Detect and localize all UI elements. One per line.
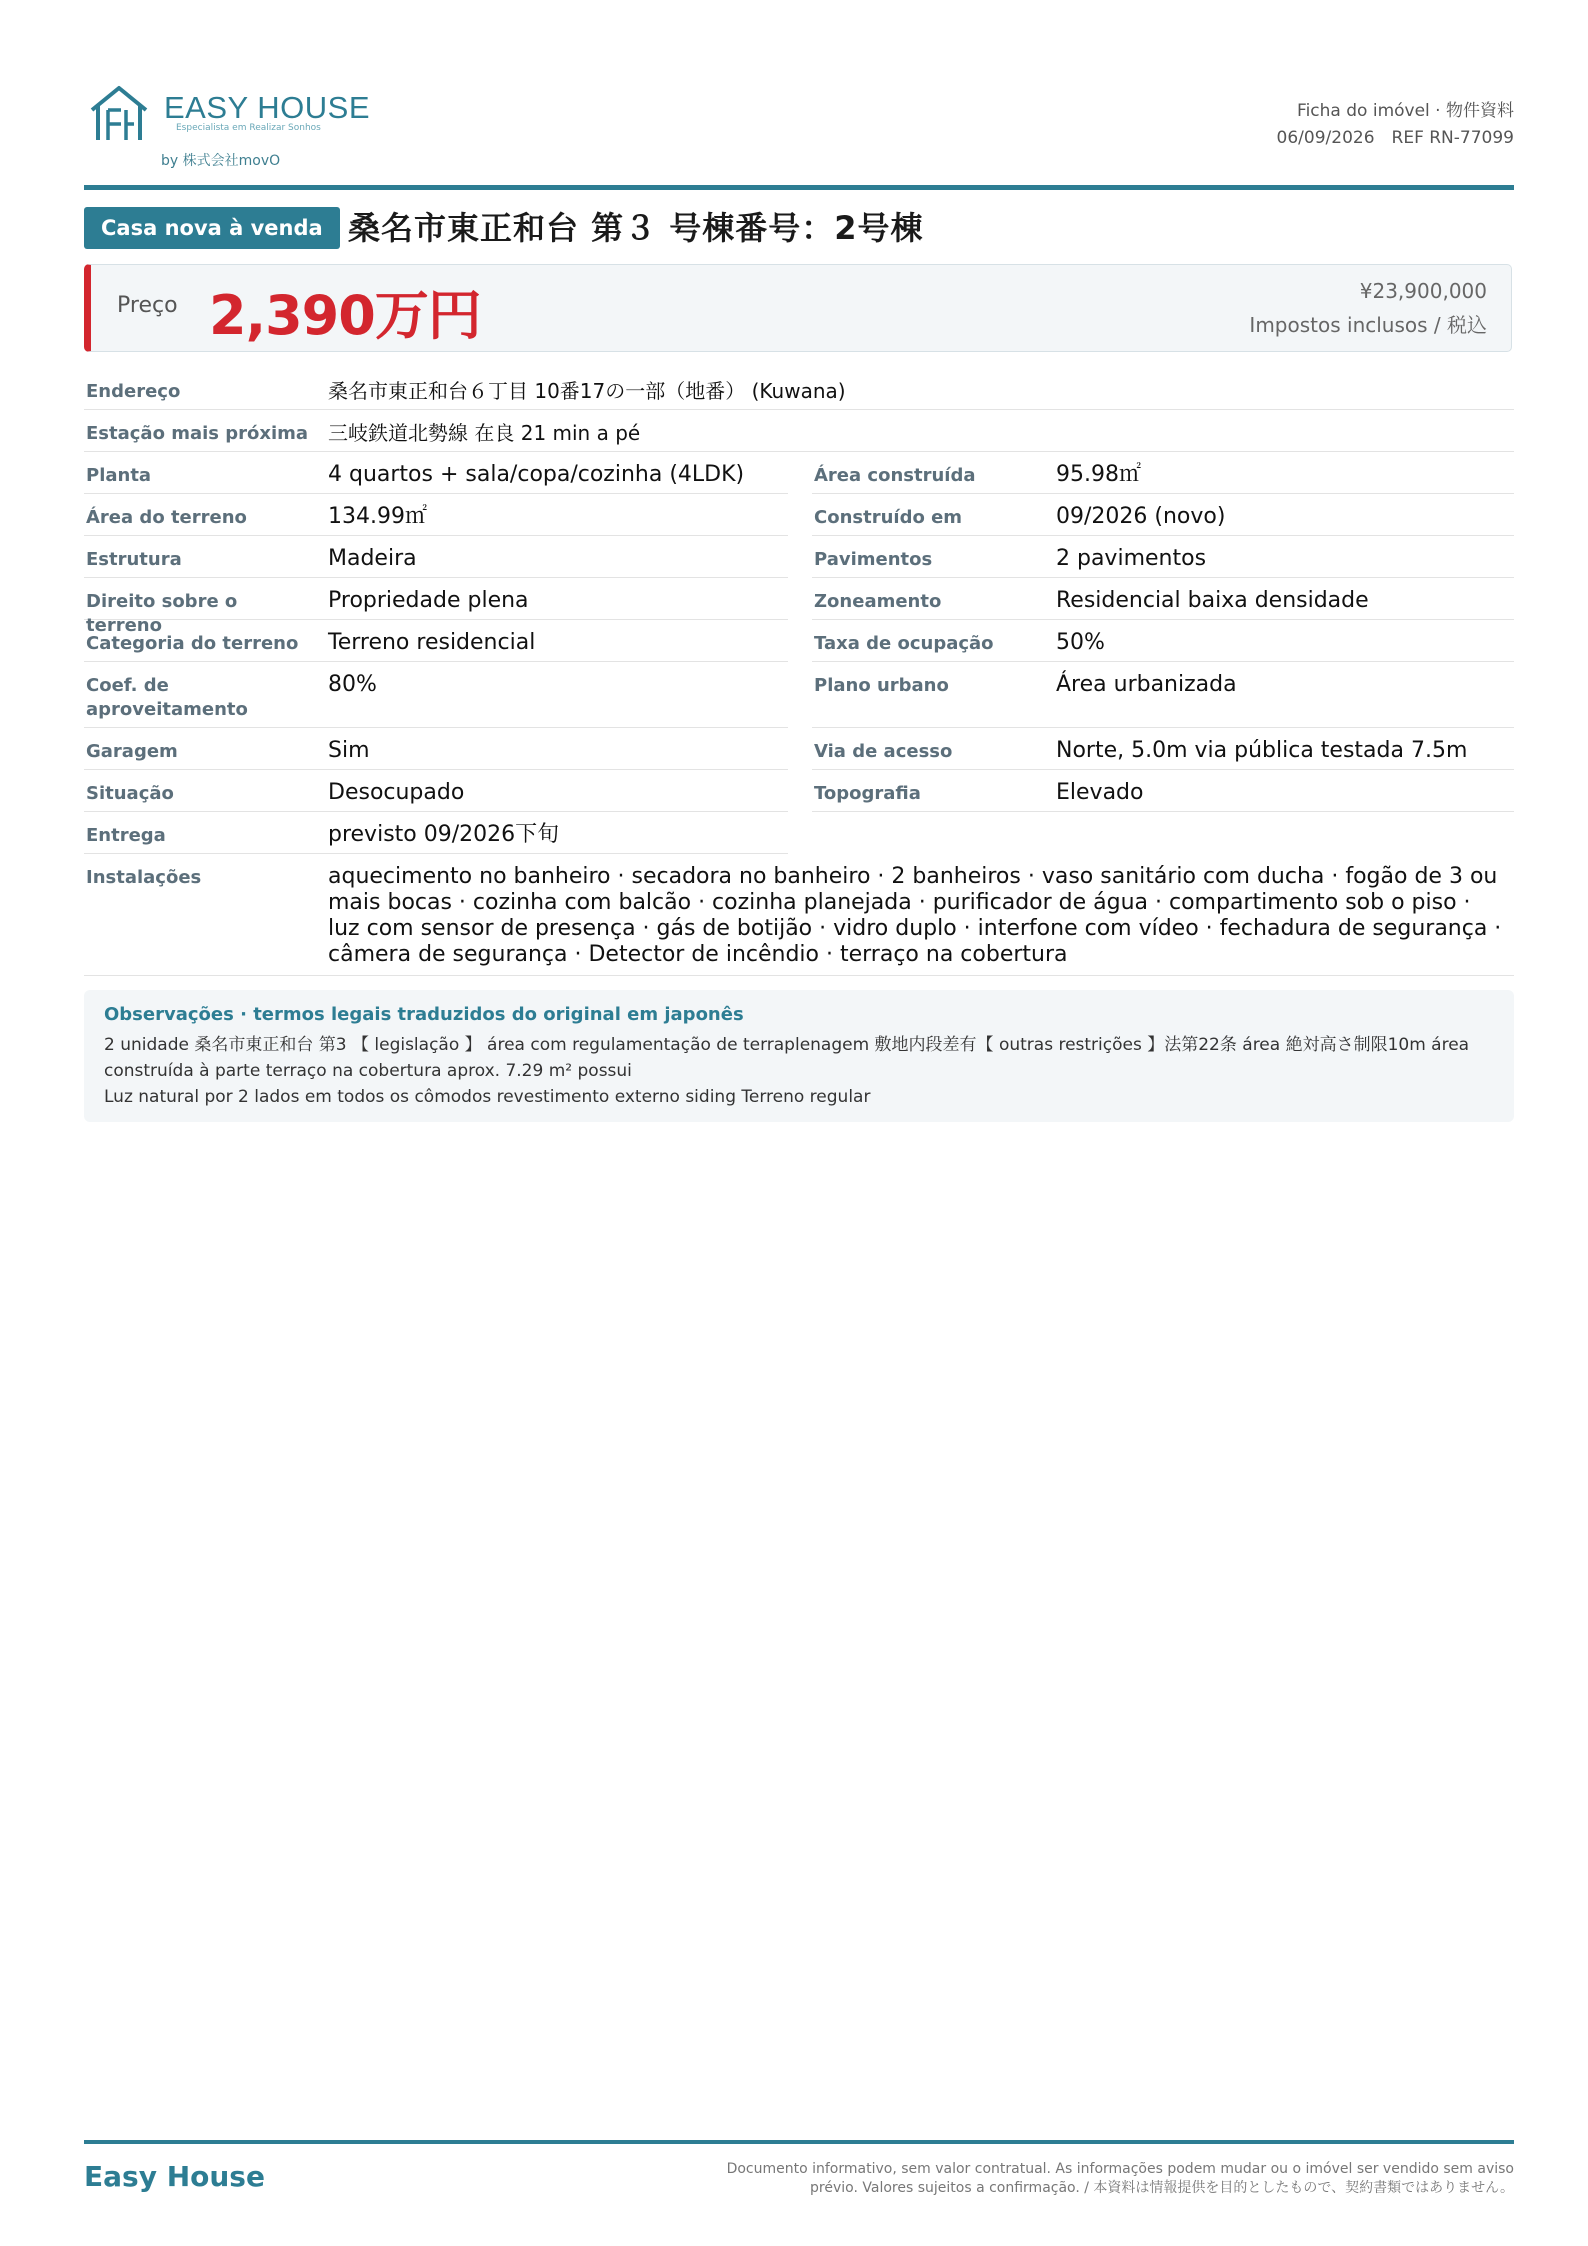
spec-row	[84, 452, 1514, 494]
spec-value: 三岐鉄道北勢線 在良 21 min a pé	[328, 421, 641, 445]
spec-zoneamento	[812, 578, 1514, 620]
spec-direito	[84, 578, 788, 636]
spec-value: aquecimento no banheiro · secadora no banheiro · 2 banheiros · vaso sanitário com ducha · fogão de 3 ou mais bocas · cozinha com balcão · cozinha planejada · purificador de água · compartimento sob o piso · luz com sensor de presença · gás de botijão · vidro duplo · interfone com vídeo · fechadura de segurança · câmera de segurança · Detector de incêndio · terraço na cobertura	[328, 864, 1502, 967]
notes-line: Luz natural por 2 lados em todos os cômodos revestimento externo siding Terreno regular	[104, 1087, 871, 1107]
house-logo-icon	[88, 84, 150, 144]
spec-value: Propriedade plena	[328, 588, 529, 613]
spec-label: Coef. de aproveitamento	[86, 675, 248, 720]
spec-pavimentos	[812, 536, 1514, 578]
spec-estacao	[84, 410, 1514, 452]
spec-row	[84, 770, 1514, 812]
spec-coef	[84, 662, 788, 728]
document-type: Ficha do imóvel · 物件資料	[1297, 101, 1514, 121]
brand-company: by 株式会社movO	[161, 153, 281, 169]
spec-label: Categoria do terreno	[86, 633, 299, 654]
spec-value: 桑名市東正和台６丁目 10番17の一部（地番） (Kuwana)	[328, 379, 846, 403]
spec-row	[84, 410, 1514, 452]
spec-value: 134.99㎡	[328, 504, 427, 529]
spec-label: Garagem	[86, 741, 178, 762]
spec-value: 50%	[1056, 630, 1105, 655]
spec-row	[84, 368, 1514, 410]
spec-value: Elevado	[1056, 780, 1144, 805]
spec-label: Pavimentos	[814, 549, 933, 570]
brand-name: EASY HOUSE	[164, 90, 371, 125]
price-yen: ¥23,900,000	[1359, 279, 1487, 303]
spec-label: Via de acesso	[814, 741, 953, 762]
spec-garagem	[84, 728, 788, 770]
spec-label: Área do terreno	[86, 507, 247, 528]
spec-value: Residencial baixa densidade	[1056, 588, 1369, 613]
listing-type-badge: Casa nova à venda	[84, 207, 340, 249]
price-value: 2,390万円	[209, 284, 481, 347]
spec-value: Norte, 5.0m via pública testada 7.5m	[1056, 738, 1468, 763]
spec-row	[84, 662, 1514, 728]
spec-row	[84, 728, 1514, 770]
footer-disclaimer: Documento informativo, sem valor contratual. As informações podem mudar ou o imóvel ser vendido sem aviso prévio. Valores sujeitos a confirmação. / 本資料は情報提供を目的としたもので、契約書類ではありません。	[726, 2161, 1514, 2196]
spec-endereco	[84, 368, 1514, 410]
price-label: Preço	[117, 293, 178, 318]
footer-brand: Easy House	[84, 2160, 265, 2193]
spec-value: 09/2026 (novo)	[1056, 504, 1226, 529]
spec-label: Estação mais próxima	[86, 423, 309, 444]
listing-title: 桑名市東正和台 第３ 号棟番号：2号棟	[348, 209, 924, 247]
spec-estrutura	[84, 536, 788, 578]
spec-planta	[84, 452, 788, 494]
spec-value: Desocupado	[328, 780, 465, 805]
document-meta	[1277, 98, 1514, 152]
spec-row	[84, 494, 1514, 536]
spec-area-construida	[812, 452, 1514, 494]
spec-value: 95.98㎡	[1056, 462, 1141, 487]
spec-row	[84, 854, 1514, 976]
spec-instalacoes	[84, 854, 1514, 976]
spec-topografia	[812, 770, 1514, 812]
price-box	[84, 264, 1512, 352]
spec-label: Plano urbano	[814, 675, 949, 696]
brand-tagline: Especialista em Realizar Sonhos	[176, 123, 321, 133]
property-sheet	[84, 0, 1514, 2246]
price-tax-note: Impostos inclusos / 税込	[1249, 313, 1487, 337]
spec-label: Situação	[86, 783, 174, 804]
spec-value: Madeira	[328, 546, 417, 571]
spec-categoria	[84, 620, 788, 662]
spec-value: Terreno residencial	[328, 630, 536, 655]
spec-entrega	[84, 812, 788, 854]
spec-label: Direito sobre o terreno	[86, 591, 238, 636]
document-date-ref: 06/09/2026 REF RN-77099	[1276, 128, 1514, 148]
header	[84, 80, 1514, 180]
spec-value: 4 quartos + sala/copa/cozinha (4LDK)	[328, 462, 745, 487]
spec-row	[84, 536, 1514, 578]
spec-value: Sim	[328, 738, 370, 763]
spec-row	[84, 620, 1514, 662]
spec-taxa-ocupacao	[812, 620, 1514, 662]
spec-label: Zoneamento	[814, 591, 942, 612]
notes-box	[84, 990, 1514, 1122]
brand-logo	[88, 80, 448, 172]
notes-line: 2 unidade 桑名市東正和台 第3 【 legislação 】 área com regulamentação de terraplenagem 敷地内段差有【 outras restrições 】法第22条 área 絶対高さ制限10m área construída à parte terraço na cobertura aprox. 7.29 m² possui	[104, 1035, 1470, 1081]
spec-label: Topografia	[814, 783, 921, 804]
spec-label: Planta	[86, 465, 152, 486]
spec-situacao	[84, 770, 788, 812]
spec-via-acesso	[812, 728, 1514, 770]
spec-label: Estrutura	[86, 549, 182, 570]
footer-divider	[84, 2140, 1514, 2144]
title-row	[84, 207, 1514, 251]
spec-label: Área construída	[814, 465, 976, 486]
spec-construido-em	[812, 494, 1514, 536]
spec-label: Construído em	[814, 507, 963, 528]
spec-value: 80%	[328, 672, 377, 697]
spec-row	[84, 812, 1514, 854]
notes-title: Observações · termos legais traduzidos do original em japonês	[104, 1004, 744, 1025]
spec-plano-urbano	[812, 662, 1514, 728]
spec-label: Taxa de ocupação	[814, 633, 994, 654]
spec-label: Instalações	[86, 867, 202, 888]
spec-value: Área urbanizada	[1056, 672, 1237, 697]
header-divider	[84, 185, 1514, 190]
notes-body	[104, 1032, 1500, 1110]
spec-area-terreno	[84, 494, 788, 536]
spec-value: 2 pavimentos	[1056, 546, 1207, 571]
spec-value: previsto 09/2026下旬	[328, 822, 560, 847]
spec-label: Endereço	[86, 381, 181, 402]
spec-row	[84, 578, 1514, 636]
spec-label: Entrega	[86, 825, 166, 846]
